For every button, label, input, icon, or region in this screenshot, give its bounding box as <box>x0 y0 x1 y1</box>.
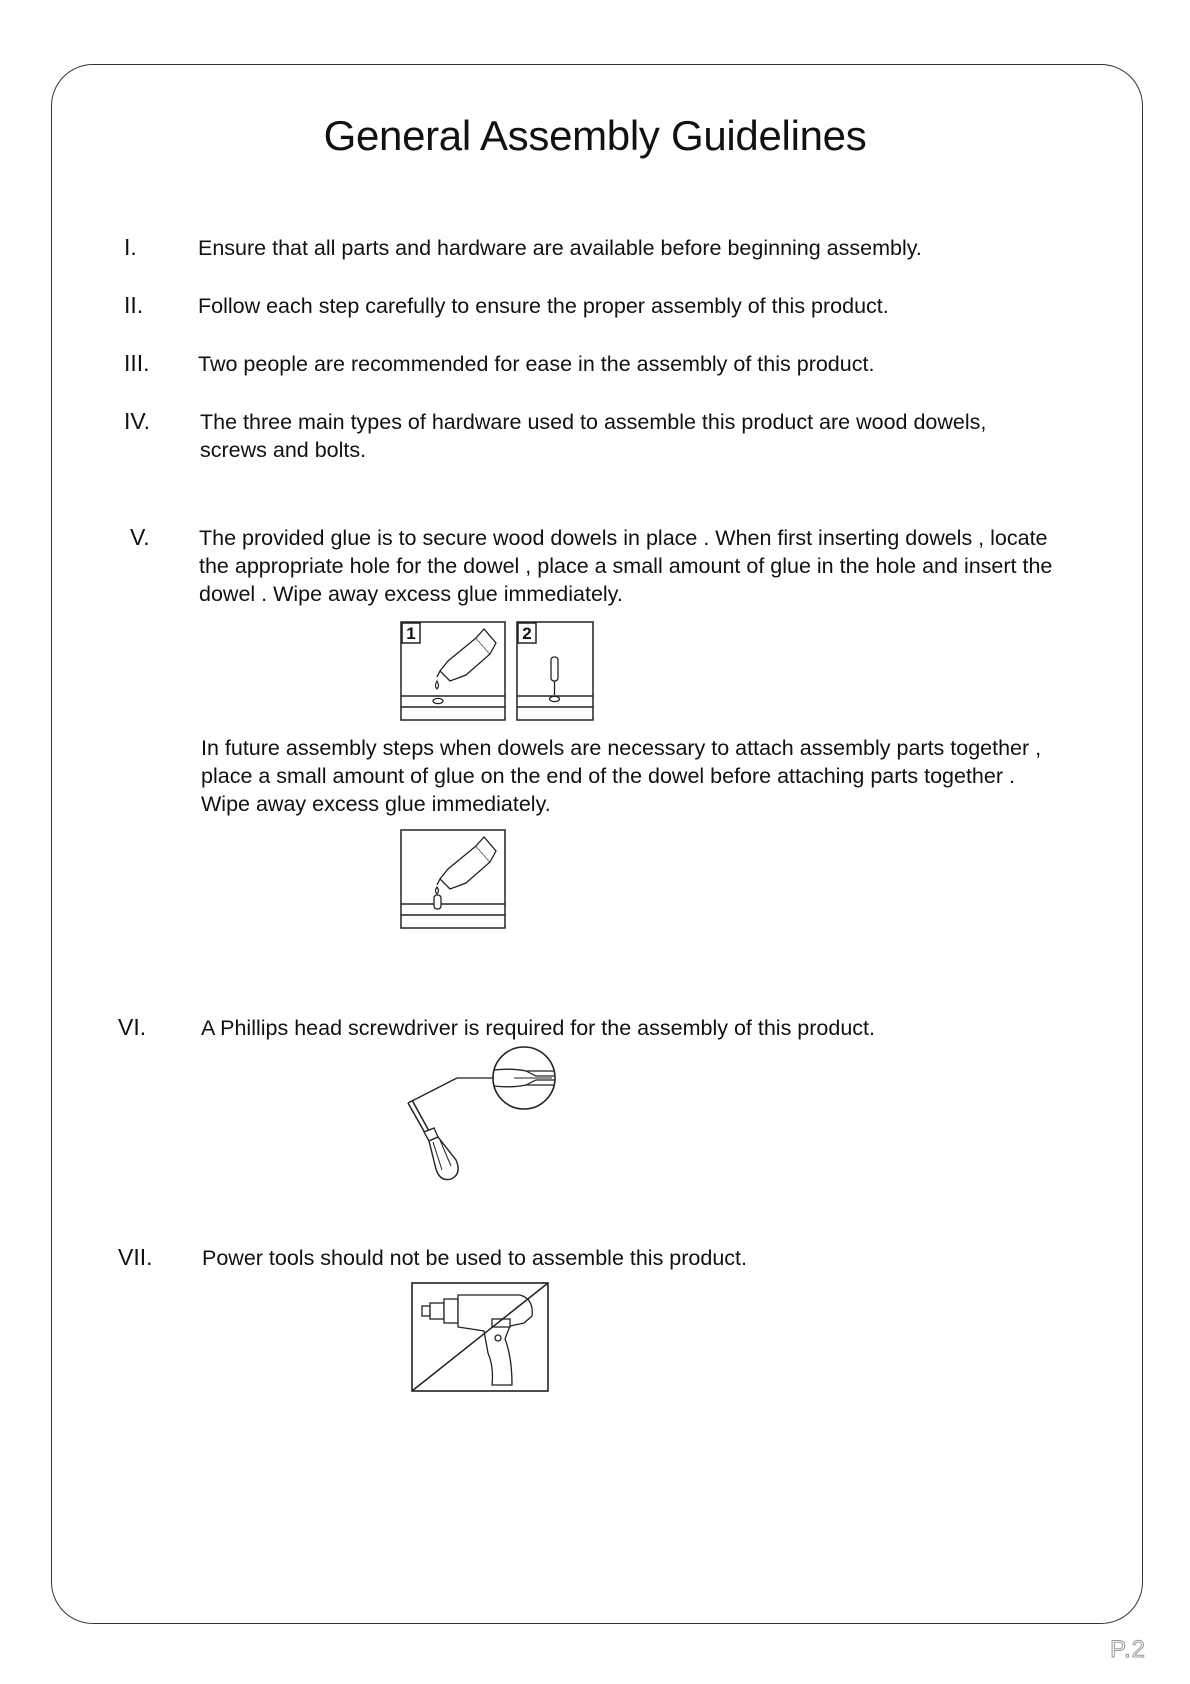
step-6-numeral: VI. <box>118 1014 147 1040</box>
step-5-text: The provided glue is to secure wood dowels in place . When first inserting dowels , locate the appropriate hole for the dowel , place a small amount of glue in the hole and insert the dowel . Wipe away excess glue immediately. <box>199 526 1053 606</box>
step-3-text: Two people are recommended for ease in the assembly of this product. <box>198 352 875 376</box>
step-1-numeral: I. <box>124 234 137 260</box>
step-2-numeral: II. <box>124 292 144 318</box>
step-4-text: The three main types of hardware used to assemble this product are wood dowels, screws and bolts. <box>200 410 987 462</box>
page-number: P.2 <box>1110 1636 1146 1663</box>
glue-dowel-figure <box>400 621 596 721</box>
glue-step-2-label: 2 <box>522 624 532 643</box>
step-7-text: Power tools should not be used to assemble this product. <box>202 1246 747 1270</box>
step-4-numeral: IV. <box>124 408 151 434</box>
step-7-numeral: VII. <box>118 1244 153 1270</box>
glue-step-1-label: 1 <box>406 624 416 643</box>
dowel-hole-icon <box>550 696 560 701</box>
glue-step-1-panel <box>401 622 505 720</box>
glue-drop-icon <box>436 681 439 689</box>
dowel-icon <box>434 895 441 909</box>
glue-step-2-panel <box>517 622 593 720</box>
page-title: General Assembly Guidelines <box>323 112 867 159</box>
dowel-hole-icon <box>433 698 443 703</box>
glue-dowel-end-figure <box>400 829 508 929</box>
step-3-numeral: III. <box>124 350 150 376</box>
step-5-followup-text: In future assembly steps when dowels are necessary to attach assembly parts together , place a small amount of glue on the end of the dowel before attaching parts together . Wipe away excess glue immediately. <box>201 736 1042 816</box>
step-2-text: Follow each step carefully to ensure the proper assembly of this product. <box>198 294 889 318</box>
step-6-text: A Phillips head screwdriver is required for the assembly of this product. <box>201 1016 875 1040</box>
step-1-text: Ensure that all parts and hardware are available before beginning assembly. <box>198 236 922 260</box>
glue-drop-icon <box>436 887 439 894</box>
phillips-screwdriver-icon <box>402 1042 562 1182</box>
step-5-numeral: V. <box>130 524 150 550</box>
no-power-tools-icon <box>410 1281 550 1393</box>
